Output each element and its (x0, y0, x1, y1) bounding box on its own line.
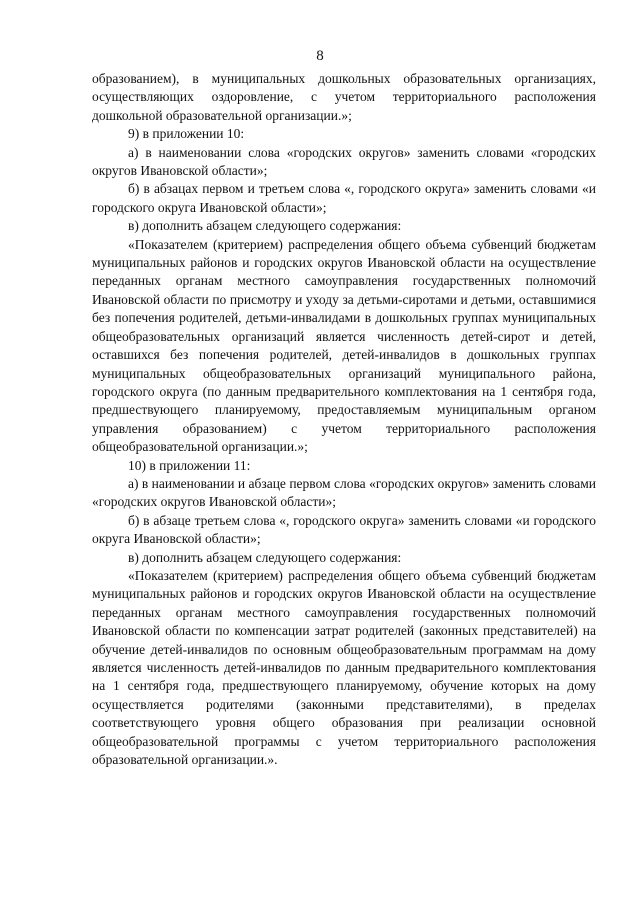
paragraph-item-10: 10) в приложении 11: (128, 457, 251, 473)
document-body (92, 70, 596, 769)
paragraph-item-10v: в) дополнить абзацем следующего содержания: (128, 549, 402, 565)
paragraph-continuation: образованием), в муниципальных дошкольных образовательных организациях, осуществляющих оздоровление, с учетом территориального расположения дошкольной образовательной организации.»; (92, 71, 596, 123)
paragraph-item-9: 9) в приложении 10: (128, 126, 245, 142)
paragraph-item-10b: б) в абзаце третьем слова «, городского округа» заменить словами «и городского округа Ивановской области»; (92, 512, 596, 547)
paragraph-quote-appendix-11: «Показателем (критерием) распределения общего объема субвенций бюджетам муниципальных районов и городских округов Ивановской области на осуществление переданных органам местного самоуправления государственных полномочий Ивановской области по компенсации затрат родителей (законных представителей) на обучение детей-инвалидов по основным общеобразовательным программам на дому является численность детей-инвалидов по данным предварительного комплектования на 1 сентября года, предшествующего планируемому, обучение которых на дому осуществляется родителями (законными представителями), в пределах соответствующего уровня общего образования при реализации основной общеобразовательной программы с учетом территориального расположения образовательной организации.». (92, 567, 596, 768)
paragraph-item-9v: в) дополнить абзацем следующего содержания: (128, 218, 402, 234)
paragraph-item-9a: а) в наименовании слова «городских округов» заменить словами «городских округов Ивановской области»; (92, 144, 596, 179)
paragraph-quote-appendix-10: «Показателем (критерием) распределения общего объема субвенций бюджетам муниципальных районов и городских округов Ивановской области на осуществление переданных органам местного самоуправления государственных полномочий Ивановской области по присмотру и уходу за детьми-сиротами и детьми, оставшимися без попечения родителей, детьми-инвалидами в дошкольных группах муниципальных общеобразовательных организаций является численность детей-сирот и детей, оставшихся без попечения родителей, детей-инвалидов в дошкольных группах муниципальных общеобразовательных организаций муниципального района, городского округа (по данным предварительного комплектования на 1 сентября года, предшествующего планируемому, предоставляемым муниципальным органом управления образованием) с учетом территориального расположения общеобразовательной организации.»; (92, 236, 596, 455)
page-number: 8 (316, 48, 324, 64)
paragraph-item-10a: а) в наименовании и абзаце первом слова «городских округов» заменить словами «городских округов Ивановской области»; (92, 475, 596, 510)
paragraph-item-9b: б) в абзацах первом и третьем слова «, городского округа» заменить словами «и городского округа Ивановской области»; (92, 181, 596, 215)
